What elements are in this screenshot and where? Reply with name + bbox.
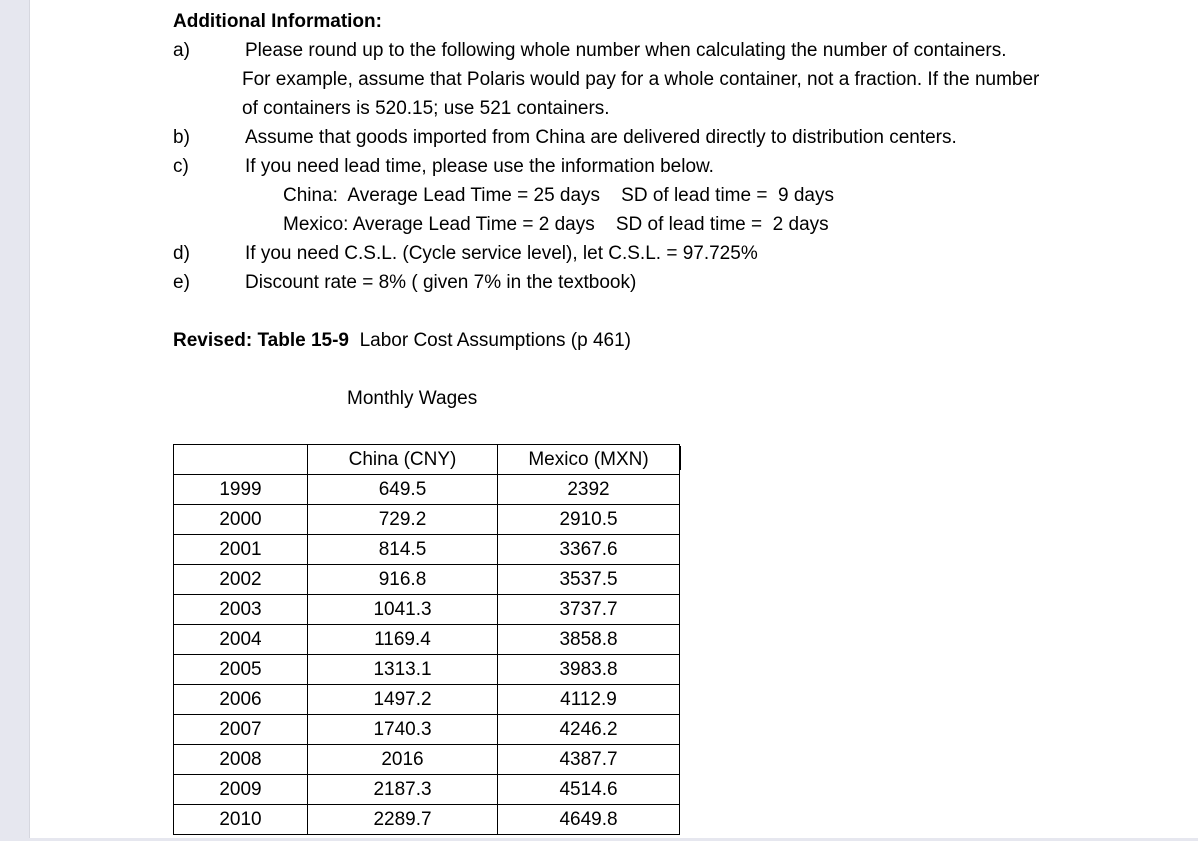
- cell-mexico-wage: 3858.8: [498, 625, 680, 655]
- item-a-line-2: For example, assume that Polaris would pay for a whole container, not a fraction. If the number: [242, 69, 1040, 90]
- table-row: [174, 595, 680, 625]
- table-title-rest: Labor Cost Assumptions (p 461): [349, 330, 631, 351]
- text-cursor: [680, 446, 681, 470]
- cell-mexico-wage: 4387.7: [498, 745, 680, 775]
- table-row: [174, 475, 680, 505]
- table-title: [173, 329, 631, 353]
- table-row: [174, 505, 680, 535]
- cell-china-wage: 916.8: [308, 565, 498, 595]
- lead-time-mexico: Mexico: Average Lead Time = 2 days SD of lead time = 2 days: [283, 214, 829, 235]
- item-a-line-1: Please round up to the following whole number when calculating the number of containers.: [245, 40, 1007, 61]
- item-e-label: e): [173, 272, 190, 293]
- item-b-label: b): [173, 127, 190, 148]
- cell-china-wage: 2016: [308, 745, 498, 775]
- cell-mexico-wage: 3983.8: [498, 655, 680, 685]
- cell-year: 2010: [174, 805, 308, 835]
- left-margin-gutter: [0, 0, 30, 841]
- item-b-line-1: Assume that goods imported from China are delivered directly to distribution centers.: [245, 127, 957, 148]
- table-row: [174, 775, 680, 805]
- table-row: [174, 565, 680, 595]
- table-row: [174, 715, 680, 745]
- table-row: [174, 535, 680, 565]
- cell-china-wage: 1169.4: [308, 625, 498, 655]
- item-e-line-1: Discount rate = 8% ( given 7% in the textbook): [245, 272, 637, 293]
- cell-mexico-wage: 4649.8: [498, 805, 680, 835]
- cell-china-wage: 1497.2: [308, 685, 498, 715]
- cell-mexico-wage: 4112.9: [498, 685, 680, 715]
- item-a-line-3: of containers is 520.15; use 521 containers.: [242, 98, 610, 119]
- item-d-line-1: If you need C.S.L. (Cycle service level), let C.S.L. = 97.725%: [245, 243, 758, 264]
- document-page[interactable]: [30, 0, 1198, 838]
- heading-additional-information: Additional Information:: [173, 11, 382, 32]
- cell-year: 1999: [174, 475, 308, 505]
- cell-mexico-wage: 3537.5: [498, 565, 680, 595]
- cell-year: 2007: [174, 715, 308, 745]
- cell-year: 2002: [174, 565, 308, 595]
- cell-year: 2005: [174, 655, 308, 685]
- table-title-bold: Revised: Table 15-9: [173, 330, 350, 351]
- cell-china-wage: 2187.3: [308, 775, 498, 805]
- cell-mexico-wage: 4246.2: [498, 715, 680, 745]
- item-c-label: c): [173, 156, 189, 177]
- table-header-row: [174, 445, 680, 475]
- header-cell-year: [174, 445, 308, 475]
- header-cell-china: China (CNY): [308, 445, 498, 475]
- item-c-line-1: If you need lead time, please use the information below.: [245, 156, 714, 177]
- cell-mexico-wage: 3737.7: [498, 595, 680, 625]
- cell-mexico-wage: 2392: [498, 475, 680, 505]
- table-row: [174, 805, 680, 835]
- cell-year: 2009: [174, 775, 308, 805]
- cell-year: 2006: [174, 685, 308, 715]
- cell-china-wage: 729.2: [308, 505, 498, 535]
- cell-mexico-wage: 4514.6: [498, 775, 680, 805]
- table-row: [174, 625, 680, 655]
- labor-cost-table: [173, 444, 680, 835]
- table-subtitle: Monthly Wages: [347, 388, 478, 409]
- cell-china-wage: 649.5: [308, 475, 498, 505]
- cell-china-wage: 1041.3: [308, 595, 498, 625]
- item-a-label: a): [173, 40, 190, 61]
- cell-year: 2000: [174, 505, 308, 535]
- table-row: [174, 685, 680, 715]
- cell-year: 2008: [174, 745, 308, 775]
- cell-year: 2001: [174, 535, 308, 565]
- cell-china-wage: 2289.7: [308, 805, 498, 835]
- cell-china-wage: 1313.1: [308, 655, 498, 685]
- cell-year: 2004: [174, 625, 308, 655]
- cell-mexico-wage: 3367.6: [498, 535, 680, 565]
- cell-year: 2003: [174, 595, 308, 625]
- cell-china-wage: 814.5: [308, 535, 498, 565]
- header-cell-mexico: Mexico (MXN): [498, 445, 680, 475]
- table-row: [174, 745, 680, 775]
- table-row: [174, 655, 680, 685]
- cell-china-wage: 1740.3: [308, 715, 498, 745]
- item-d-label: d): [173, 243, 190, 264]
- lead-time-china: China: Average Lead Time = 25 days SD of lead time = 9 days: [283, 185, 834, 206]
- cell-mexico-wage: 2910.5: [498, 505, 680, 535]
